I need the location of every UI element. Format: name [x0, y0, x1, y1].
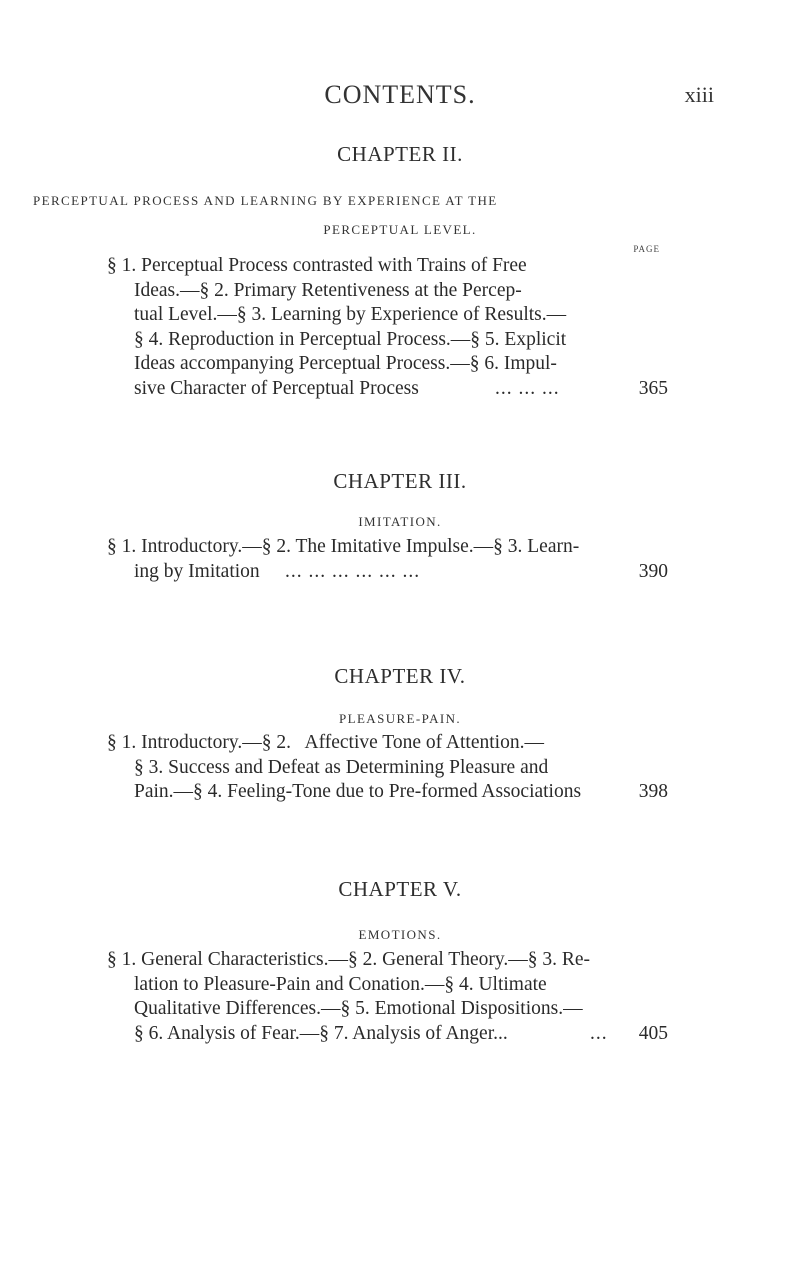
page-number: 405 [638, 1022, 668, 1044]
chapter-3-title: CHAPTER III. [333, 469, 467, 493]
toc-line-last [107, 780, 668, 805]
chapter-3-subtitle: IMITATION. [358, 514, 442, 529]
chapter-4-entry [107, 731, 668, 805]
page-column-label: PAGE [633, 244, 660, 254]
chapter-5-entry [107, 948, 668, 1046]
toc-line: § 1. Perceptual Process contrasted with Trains of Free [107, 255, 527, 276]
page-number: 390 [638, 560, 668, 582]
chapter-2-subtitle-line2: PERCEPTUAL LEVEL. [323, 222, 477, 237]
dot-leader: ... [590, 1022, 608, 1044]
toc-line: § 1. General Characteristics.—§ 2. General Theory.—§ 3. Re- [107, 949, 591, 970]
chapter-2-entry [107, 254, 668, 402]
toc-line: Ideas.—§ 2. Primary Retentiveness at the Percep- [134, 279, 522, 301]
toc-line-last [107, 377, 668, 402]
toc-line-last [107, 1022, 668, 1047]
page-number: 398 [638, 781, 668, 803]
page-number: 365 [638, 377, 668, 399]
dot-leader: ... ... ... ... ... ... [285, 560, 421, 582]
dot-leader: ... ... ... [495, 377, 560, 399]
chapter-2-subtitle-line1: PERCEPTUAL PROCESS AND LEARNING BY EXPERIENCE AT THE [33, 193, 498, 208]
running-header-title: CONTENTS. [324, 80, 476, 109]
chapter-4-title: CHAPTER IV. [334, 664, 466, 688]
toc-line: § 1. Introductory.—§ 2. Affective Tone of Attention.— [107, 732, 544, 753]
toc-line-text: Pain.—§ 4. Feeling-Tone due to Pre-formed Associations [134, 781, 582, 803]
running-header-page-number: xiii [684, 82, 714, 107]
toc-line: lation to Pleasure-Pain and Conation.—§ 4. Ultimate [134, 973, 547, 995]
toc-line: § 4. Reproduction in Perceptual Process.—§ 5. Explicit [134, 328, 567, 350]
toc-line: § 3. Success and Defeat as Determining Pleasure and [134, 756, 549, 778]
chapter-3-entry [107, 535, 668, 584]
chapter-4-subtitle: PLEASURE-PAIN. [338, 711, 462, 726]
toc-line: tual Level.—§ 3. Learning by Experience of Results.— [134, 304, 567, 326]
toc-line: Qualitative Differences.—§ 5. Emotional Dispositions.— [134, 998, 583, 1020]
toc-line-text: ing by Imitation [134, 560, 260, 582]
chapter-2-title: CHAPTER II. [337, 142, 463, 166]
toc-line-last [107, 560, 668, 585]
chapter-5-subtitle: EMOTIONS. [358, 927, 442, 942]
toc-line-text: sive Character of Perceptual Process [134, 377, 419, 399]
toc-line-text: § 6. Analysis of Fear.—§ 7. Analysis of Anger... [134, 1022, 508, 1044]
toc-line: Ideas accompanying Perceptual Process.—§ 6. Impul- [134, 353, 557, 375]
chapter-5-title: CHAPTER V. [338, 877, 462, 901]
toc-line: § 1. Introductory.—§ 2. The Imitative Impulse.—§ 3. Learn- [107, 536, 580, 557]
